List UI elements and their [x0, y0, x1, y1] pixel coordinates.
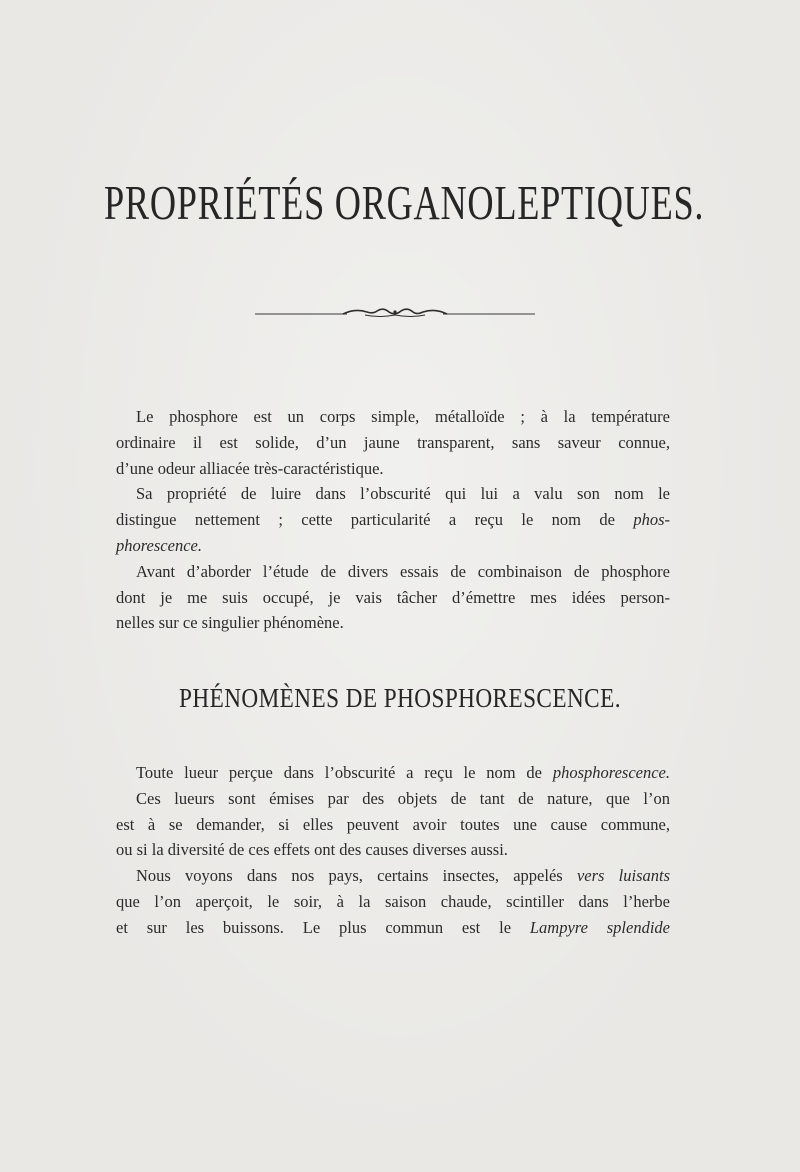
text-line: nelles sur ce singulier phénomène.	[116, 613, 344, 633]
ornament-divider	[255, 304, 535, 324]
section-organoleptic-text	[116, 404, 670, 636]
text-segment: Nous voyons dans nos pays, certains insectes, appelés	[136, 866, 563, 886]
text-segment: et sur les buissons. Le plus commun est le	[116, 917, 512, 937]
text-segment: distingue nettement ; cette particularité a reçu le nom de	[116, 510, 615, 530]
text-line: ordinaire il est solide, d’un jaune transparent, sans saveur connue,	[116, 432, 670, 452]
text-line: Ces lueurs sont émises par des objets de tant de nature, que l’on	[136, 788, 670, 808]
italic-term: Lampyre splendide	[529, 917, 670, 937]
text-line: ou si la diversité de ces effets ont des causes diverses aussi.	[116, 840, 508, 860]
section-heading: PHÉNOMÈNES DE PHOSPHORESCENCE.	[179, 683, 621, 713]
text-line: Sa propriété de luire dans l’obscurité qui lui a valu son nom le	[136, 484, 670, 504]
text-line	[116, 863, 670, 889]
text-line: que l’on aperçoit, le soir, à la saison chaude, scintiller dans l’herbe	[116, 891, 670, 911]
text-line	[116, 760, 670, 786]
text-line	[116, 915, 670, 941]
section-phosphorescence-text	[116, 760, 670, 941]
page-title: PROPRIÉTÉS ORGANOLEPTIQUES.	[104, 175, 705, 230]
text-line: Le phosphore est un corps simple, métalloïde ; à la température	[136, 407, 670, 426]
text-line: est à se demander, si elles peuvent avoir toutes une cause commune,	[116, 814, 670, 834]
text-line: d’une odeur alliacée très-caractéristique.	[116, 458, 384, 478]
text-line: dont je me suis occupé, je vais tâcher d’émettre mes idées person-	[116, 587, 670, 607]
text-segment: Toute lueur perçue dans l’obscurité a reçu le nom de	[136, 763, 543, 782]
italic-term: vers luisants	[576, 866, 670, 886]
italic-term: phos-	[633, 510, 671, 530]
text-line	[116, 533, 670, 559]
italic-term: phosphorescence.	[552, 763, 671, 782]
text-line	[116, 507, 670, 533]
text-line: Avant d’aborder l’étude de divers essais de combinaison de phosphore	[136, 561, 670, 581]
italic-term: phorescence.	[116, 535, 202, 555]
